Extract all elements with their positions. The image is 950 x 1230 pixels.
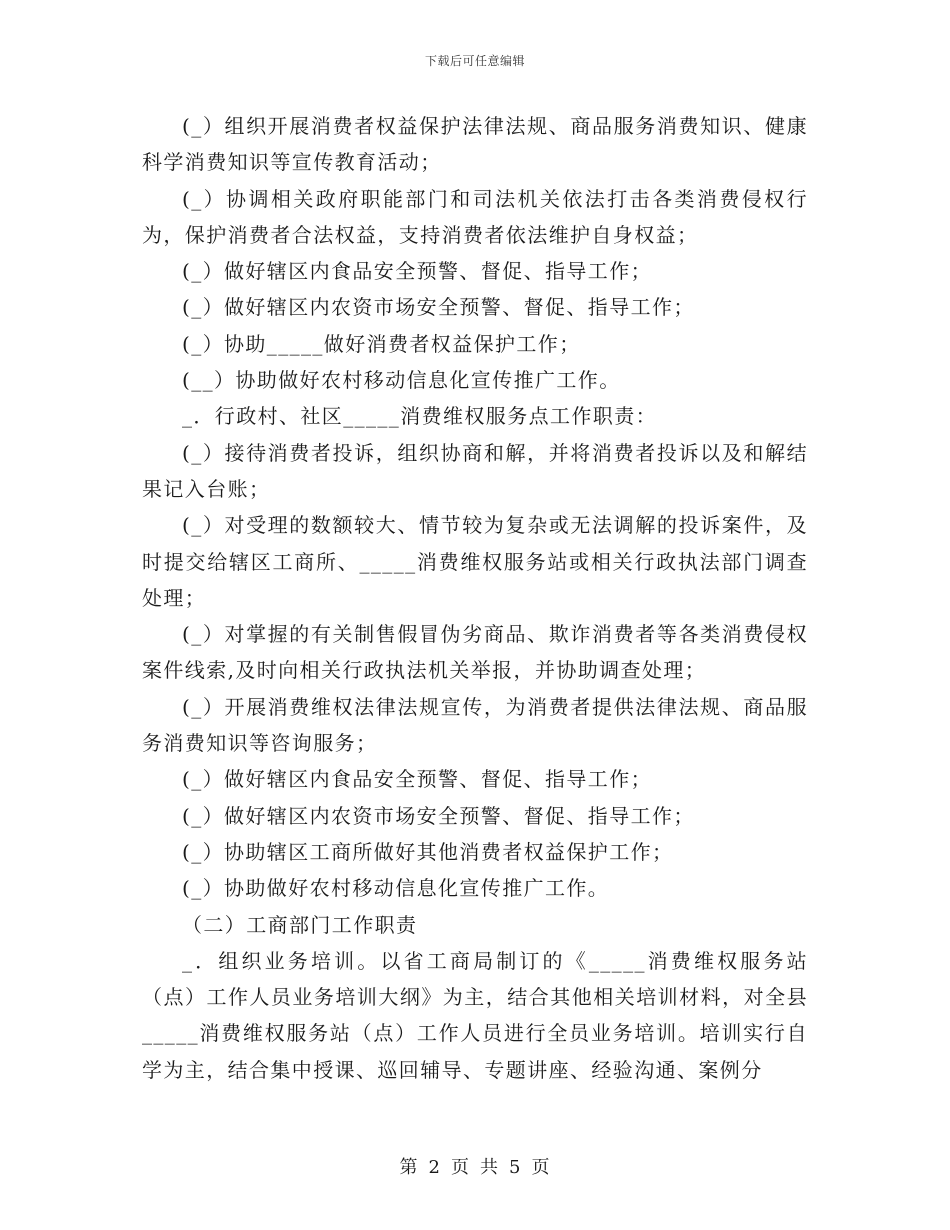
current-page-number: 2 — [428, 1157, 441, 1178]
footer-label-total: 共 — [480, 1157, 499, 1178]
document-body — [142, 108, 808, 1088]
paragraph: (_）协助做好农村移动信息化宣传推广工作。 — [182, 876, 610, 901]
paragraph: (_）做好辖区内农资市场安全预警、督促、指导工作； — [182, 803, 695, 828]
paragraph: (_）协助_____做好消费者权益保护工作； — [182, 331, 581, 356]
paragraph: (_）做好辖区内食品安全预警、督促、指导工作； — [182, 259, 653, 284]
paragraph: (_）对掌握的有关制售假冒伪劣商品、欺诈消费者等各类消费侵权案件线索,及时向相关行政执法机关举报，并协助调查处理； — [142, 622, 808, 683]
page-header: 下载后可任意编辑 — [424, 54, 525, 68]
paragraph: (_）做好辖区内食品安全预警、督促、指导工作； — [182, 767, 653, 792]
paragraph: _．行政村、社区_____消费维权服务点工作职责： — [182, 404, 657, 429]
paragraph: (_）做好辖区内农资市场安全预警、督促、指导工作； — [182, 295, 695, 320]
paragraph: (_）对受理的数额较大、情节较为复杂或无法调解的投诉案件，及时提交给辖区工商所、_____消费维权服务站或相关行政执法部门调查处理； — [142, 513, 808, 610]
total-page-number: 5 — [509, 1157, 522, 1178]
section-heading: （二）工商部门工作职责 — [182, 912, 418, 937]
footer-label-unit2: 页 — [531, 1157, 551, 1178]
paragraph: (__）协助做好农村移动信息化宣传推广工作。 — [182, 368, 621, 393]
page-footer — [0, 1153, 950, 1179]
footer-label-unit: 页 — [451, 1157, 470, 1178]
paragraph: (_）接待消费者投诉，组织协商和解，并将消费者投诉以及和解结果记入台账； — [142, 440, 808, 501]
paragraph: (_）组织开展消费者权益保护法律法规、商品服务消费知识、健康科学消费知识等宣传教育活动； — [142, 114, 808, 175]
footer-label-page: 第 — [399, 1157, 419, 1178]
paragraph: (_）协助辖区工商所做好其他消费者权益保护工作； — [182, 839, 674, 864]
paragraph: (_）开展消费维权法律法规宣传，为消费者提供法律法规、商品服务消费知识等咨询服务； — [142, 694, 808, 756]
paragraph: _．组织业务培训。以省工商局制订的《_____消费维权服务站（点）工作人员业务培训大纲》为主，结合其他相关培训材料，对全县_____消费维权服务站（点）工作人员进行全员业务培训。培训实行自学为主，结合集中授课、巡回辅导、专题讲座、经验沟通、案例分 — [142, 948, 808, 1082]
paragraph: (_）协调相关政府职能部门和司法机关依法打击各类消费侵权行为，保护消费者合法权益，支持消费者依法维护自身权益； — [142, 186, 808, 247]
